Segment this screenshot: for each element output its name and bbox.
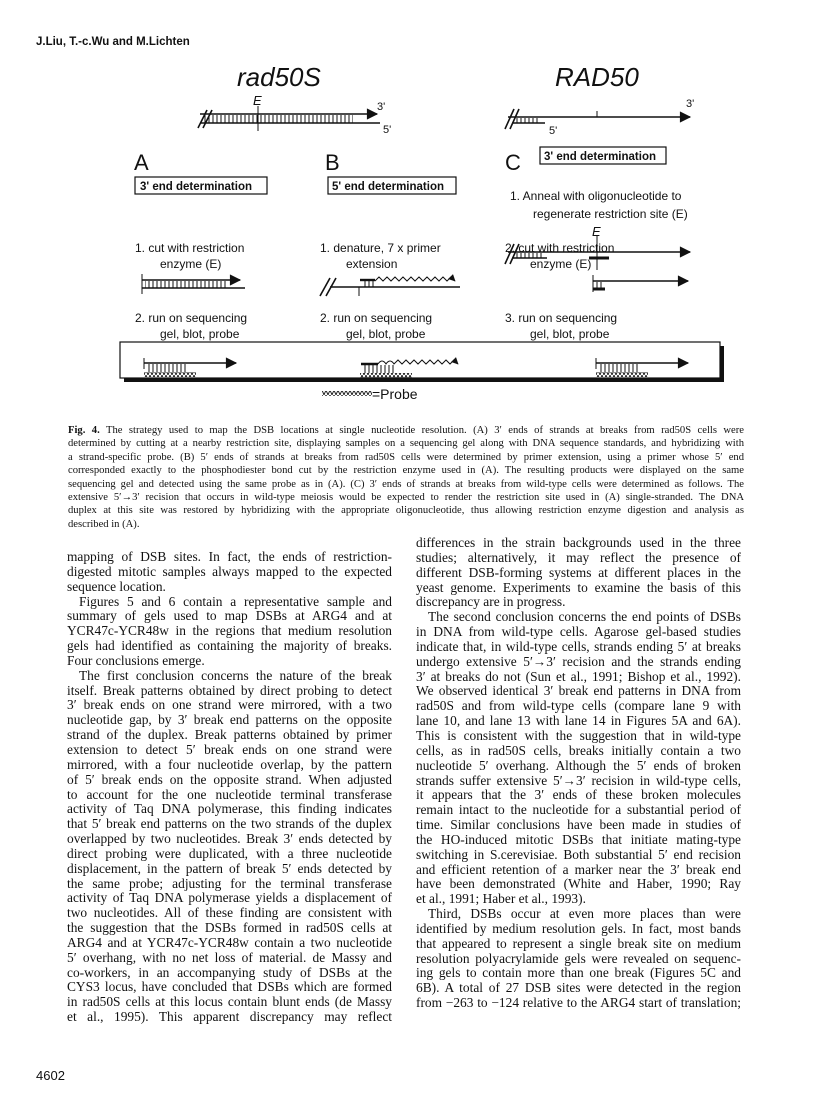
text-line: identified by medium resolution gels. In fact, most bands	[416, 920, 741, 936]
text-line: differences in the strain backgrounds used in the three	[416, 535, 741, 550]
caption-line: determined by cutting at a nearby restriction site, displaying samples on a sequencing gel along with DNA sequence standards, and hybridizing with	[68, 438, 744, 450]
text-line: it appears that the 3′ ends of these broken molecules	[416, 787, 741, 803]
running-header-authors: J.Liu, T.-c.Wu and M.Lichten	[36, 36, 190, 48]
text-line: strands suffer extensive 5′→3′ recision in wild-type cells,	[416, 772, 741, 788]
probe-legend-label: =Probe	[372, 386, 418, 402]
text-line: summary of gels used to map DSBs at ARG4 and at	[67, 608, 392, 624]
panel-a-step1-line1: 1. cut with restriction	[135, 241, 245, 255]
text-line: two nucleotides. All of these finding are consistent with	[67, 905, 392, 921]
panel-b-step2-line1: 2. run on sequencing	[320, 311, 433, 325]
text-line: itself. Break patterns obtained by direct probing to detect	[67, 682, 392, 698]
text-line: have been demonstrated (White and Haber, 1990; Ray	[416, 876, 741, 892]
text-line: displacement, in the pattern of break 5′ ends detected by	[67, 860, 392, 876]
text-line: ARG4 and at YCR47c-YCR48w contain a two nucleotide	[67, 934, 392, 950]
panel-b-letter: B	[325, 150, 340, 175]
paragraph	[416, 536, 741, 610]
text-line: The second conclusion concerns the end points of DSBs	[428, 609, 741, 625]
text-line: from −263 to −124 relative to the ARG4 start of translation;	[416, 995, 741, 1011]
text-line: nucleotide gap, by 3′ break end patterns on the opposite	[67, 712, 392, 728]
end-label-5prime: 5'	[383, 124, 392, 136]
end-label-3prime-rad50: 3'	[686, 98, 695, 110]
page-number: 4602	[36, 1068, 65, 1083]
text-line: Four conclusions emerge.	[67, 652, 205, 668]
panel-a-step2-line2: gel, blot, probe	[160, 327, 240, 341]
caption-line: extensive 5′→3′ recision that occurs in wild-type meiosis would be expected to render the restriction site used in (A) single-stranded. The DNA	[68, 492, 744, 504]
panel-a-box-label: 3' end determination	[140, 181, 253, 193]
text-line: direct probing were duplicated, with a three nucleotide	[67, 845, 392, 861]
panel-c-step3-line1: 3. run on sequencing	[505, 311, 618, 325]
caption-line: described in (A).	[68, 518, 140, 530]
figure-4-diagram	[0, 0, 816, 410]
figure-label: Fig. 4.	[68, 425, 100, 436]
text-line: the same probe; adjusting for the terminal transferase	[67, 875, 392, 891]
panel-a-step1-line2: enzyme (E)	[160, 257, 222, 271]
text-line: extension to detect 5′ break ends on one strand were	[67, 741, 392, 757]
panel-b-step1-line1: 1. denature, 7 x primer	[320, 241, 441, 255]
end-label-3prime: 3'	[377, 101, 386, 113]
panel-c-box-label: 3' end determination	[544, 151, 657, 163]
panel-c-step2-line1: 2. cut with restriction	[505, 241, 615, 255]
text-line: The first conclusion concerns the nature of the break	[79, 667, 392, 683]
text-line: and efficient retention of a marker near the 3′ break end	[416, 861, 741, 877]
paragraph	[416, 907, 741, 1011]
text-line: gels had identified as containing the majority of breaks.	[67, 638, 392, 654]
text-line: strand of the duplex. Break patterns obtained by primer	[67, 727, 392, 743]
site-label-e-c: E	[592, 224, 601, 239]
caption-line: a strand-specific probe. (B) 5′ ends of strands at breaks from rad50S cells were determined by primer extension, using a primer whose 5′ end	[68, 451, 744, 463]
panel-c-step1-line1: 1. Anneal with oligonucleotide to	[510, 189, 682, 203]
text-line: sequence location.	[67, 578, 166, 594]
text-line: Figures 5 and 6 contain a representative sample and	[79, 593, 392, 609]
paragraph	[416, 610, 741, 907]
panel-a-step2-line1: 2. run on sequencing	[135, 311, 248, 325]
text-line: time. Similar conclusions have been made in studies of	[416, 817, 741, 833]
text-line: 6B). A total of 27 DSB sites were detected in the region	[416, 980, 741, 996]
text-line: 5′ overhang, with no net loss of material. de Massy and	[67, 949, 392, 965]
text-line: ing gels to contain more than one break (Figures 5C and	[416, 965, 741, 981]
text-line: discrepancy are in progress.	[416, 594, 566, 610]
text-line: Third, DSBs occur at even more places than were	[428, 906, 741, 922]
site-label-e: E	[253, 93, 262, 108]
panel-c-letter: C	[505, 150, 521, 175]
text-line: yeast genome. Experiments to examine the basis of this	[416, 579, 741, 595]
caption-line: sequencing gel and detected using the same probe as in (A). (C) 3′ ends of strands at breaks from wild-type cells were determined as follows. The	[68, 478, 744, 490]
text-line: mapping of DSB sites. In fact, the ends of restriction-	[67, 549, 392, 564]
text-line: resolution polyacrylamide gels were revealed on sequenc-	[416, 950, 741, 966]
text-line: co-workers, in an accompanying study of DSBs at the	[67, 964, 392, 980]
text-line: This is consistent with the suggestion that in wild-type	[416, 727, 741, 743]
text-line: et al., 1991; Haber et al., 1993).	[416, 891, 586, 907]
text-line: indicate that, in wild-type cells, strands ending 5′ at breaks	[416, 638, 741, 654]
text-line: that 5′ break end patterns on the two strands of the duplex	[67, 816, 392, 832]
text-line: digested mitotic samples always mapped to the expected	[67, 563, 392, 579]
text-line: to account for the one nucleotide terminal transferase	[67, 786, 392, 802]
panel-a-letter: A	[134, 150, 149, 175]
panel-c-step1-line2: regenerate restriction site (E)	[533, 207, 688, 221]
caption-line: duplex at this site was restored by hybridizing with the appropriate oligonucleotide, thus allowing restriction enzyme digestion and analysis as	[68, 505, 744, 517]
text-line: nucleotide 5′ overhang. Although the 5′ ends of broken	[416, 757, 741, 773]
text-line: CYS3 locus, have concluded that DSBs which are formed	[67, 979, 392, 995]
text-line: of 5′ break ends on the opposite strand. When adjusted	[67, 771, 392, 787]
text-line: YCR47c-YCR48w in the regions that medium resolution	[67, 623, 392, 639]
text-line: mirrored, with a four nucleotide overlap, by the pattern	[67, 756, 392, 772]
text-line: overlapped by two nucleotides. Break 3′ ends detected by	[67, 831, 392, 847]
end-label-5prime-rad50: 5'	[549, 125, 558, 137]
panel-b-step1-line2: extension	[346, 257, 398, 271]
text-line: et al., 1995). This apparent discrepancy may reflect	[67, 1009, 392, 1025]
text-line: cells, as in rad50S cells, breaks initially contain a two	[416, 742, 741, 758]
caption-line: Fig. 4. The strategy used to map the DSB locations at single nucleotide resolution. (A) 3′ ends of strands at breaks from rad50S cells were	[68, 425, 744, 436]
text-line: the suggestion that the DSBs formed in rad50S cells at	[67, 920, 392, 936]
text-line: the HO-induced mitotic DSBs that initiate mating-type	[416, 831, 741, 847]
text-line: rad50S and from wild-type cells (compare lane 9 with	[416, 698, 741, 714]
text-line: different DSB-forming systems at different places in the	[416, 564, 741, 580]
paragraph	[67, 550, 392, 595]
panel-c-step2-line2: enzyme (E)	[530, 257, 592, 271]
text-line: 3′ break ends on one strand were mirrored, with a two	[67, 697, 392, 713]
figure-caption	[68, 424, 744, 531]
figure-title-rad50s: rad50S	[237, 62, 321, 92]
text-line: undergo extensive 5′→3′ recision and the strands ending	[416, 653, 741, 669]
caption-line: corresponded exactly to the phosphodiester bond cut by the restriction enzyme used in (A). The resulting products were displayed on the same	[68, 465, 744, 477]
figure-title-rad50: RAD50	[555, 62, 639, 92]
text-line: activity of Taq DNA polymerase yields a displacement of	[67, 890, 392, 906]
text-line: remain intact to the nucleotide for a substantial period of	[416, 802, 741, 818]
text-line: switching in S.cerevisiae. Both substantial 5′ end recision	[416, 846, 741, 862]
panel-b-box-label: 5' end determination	[332, 181, 445, 193]
text-line: lane 10, and lane 13 with lane 14 in Figures 5A and 6A).	[416, 713, 741, 729]
text-line: that appeared to represent a single break site on medium	[416, 935, 741, 951]
paragraph	[67, 669, 392, 1025]
paragraph	[67, 595, 392, 669]
text-line: in DNA from wild-type cells. Agarose gel-based studies	[416, 624, 741, 640]
text-column-left	[67, 550, 392, 1025]
text-line: in rad50S cells at this locus contain blunt ends (de Massy	[67, 994, 392, 1010]
panel-b-step2-line2: gel, blot, probe	[346, 327, 426, 341]
text-line: studies; alternatively, it may reflect the presence of	[416, 549, 741, 565]
text-line: We observed identical 3′ break end patterns in DNA from	[416, 683, 741, 699]
text-line: activity of Taq DNA polymerase, this finding indicates	[67, 801, 392, 817]
text-column-right	[416, 536, 741, 1011]
text-line: 3′ at breaks do not (Sun et al., 1991; Bishop et al., 1992).	[416, 668, 741, 684]
panel-c-step3-line2: gel, blot, probe	[530, 327, 610, 341]
